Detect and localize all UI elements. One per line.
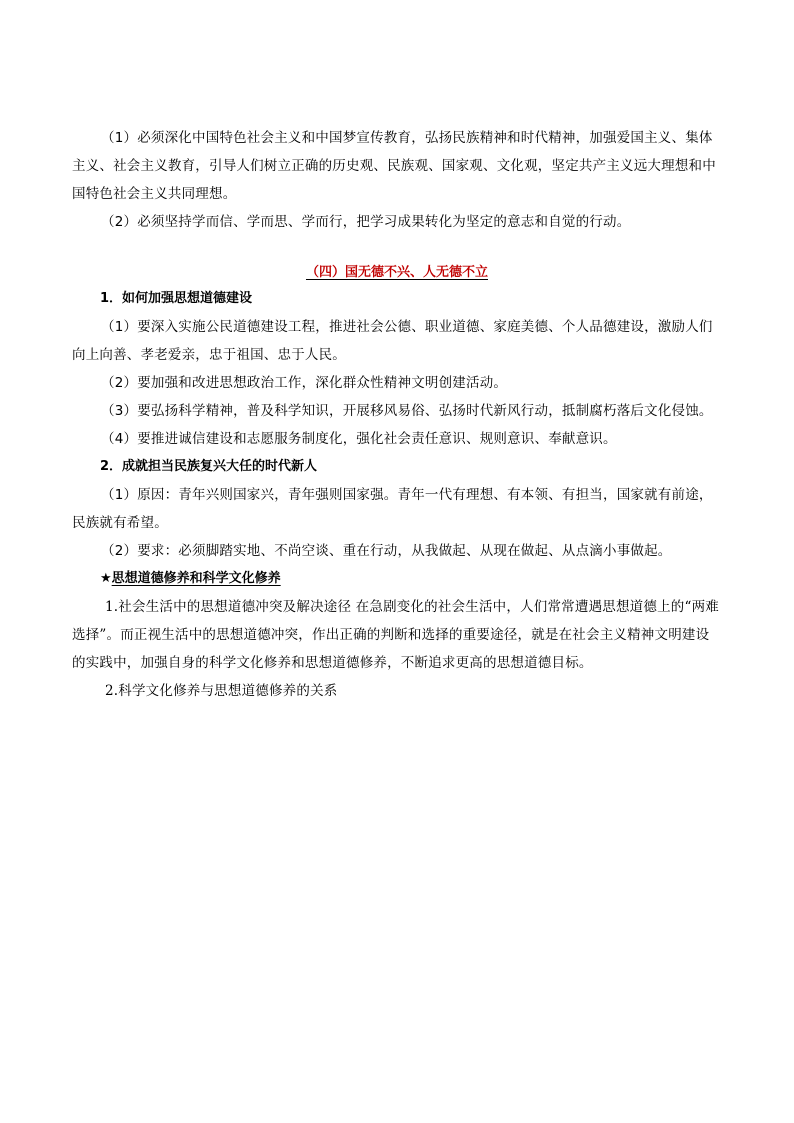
- intro-paragraph-2: （2）必须坚持学而信、学而思、学而行，把学习成果转化为坚定的意志和自觉的行动。: [101, 214, 631, 230]
- list-item: （2）要加强和改进思想政治工作，深化群众性精神文明创建活动。: [101, 375, 508, 391]
- section-title: （四）国无德不兴、人无德不立: [305, 265, 488, 280]
- list-item: （1）要深入实施公民道德建设工程，推进社会公德、职业道德、家庭美德、个人品德建设，激励人们向上向善、孝老爱亲，忠于祖国、忠于人民。: [72, 319, 713, 363]
- star-paragraph-2: 2.科学文化修养与思想道德修养的关系: [105, 683, 338, 699]
- star-icon: ★: [100, 571, 112, 586]
- star-heading: [72, 565, 722, 593]
- subheading-1: 1．如何加强思想道德建设: [100, 291, 253, 306]
- star-heading-label: 思想道德修养和科学文化修养: [111, 571, 281, 586]
- list-item: （4）要推进诚信建设和志愿服务制度化，强化社会责任意识、规则意识、奉献意识。: [101, 431, 617, 447]
- document-body: [72, 124, 722, 705]
- list-item: （1）原因：青年兴则国家兴，青年强则国家强。青年一代有理想、有本领、有担当，国家就有前途，民族就有希望。: [72, 487, 713, 531]
- list-item: （3）要弘扬科学精神，普及科学知识，开展移风易俗、弘扬时代新风行动，抵制腐朽落后文化侵蚀。: [101, 403, 713, 419]
- list-item: （2）要求：必须脚踏实地、不尚空谈、重在行动，从我做起、从现在做起、从点滴小事做起。: [101, 543, 672, 559]
- subheading-2: 2．成就担当民族复兴大任的时代新人: [100, 459, 318, 474]
- intro-paragraph-1: （1）必须深化中国特色社会主义和中国梦宣传教育，弘扬民族精神和时代精神，加强爱国主义、集体主义、社会主义教育，引导人们树立正确的历史观、民族观、国家观、文化观，坚定共产主义远大理想和中国特色社会主义共同理想。: [72, 130, 716, 202]
- star-paragraph-1: 1.社会生活中的思想道德冲突及解决途径 在急剧变化的社会生活中，人们常常遭遇思想道德上的“两难选择”。而正视生活中的思想道德冲突，作出正确的判断和选择的重要途径，就是在社会主义精神文明建设的实践中，加强自身的科学文化修养和思想道德修养，不断追求更高的思想道德目标。: [72, 599, 719, 671]
